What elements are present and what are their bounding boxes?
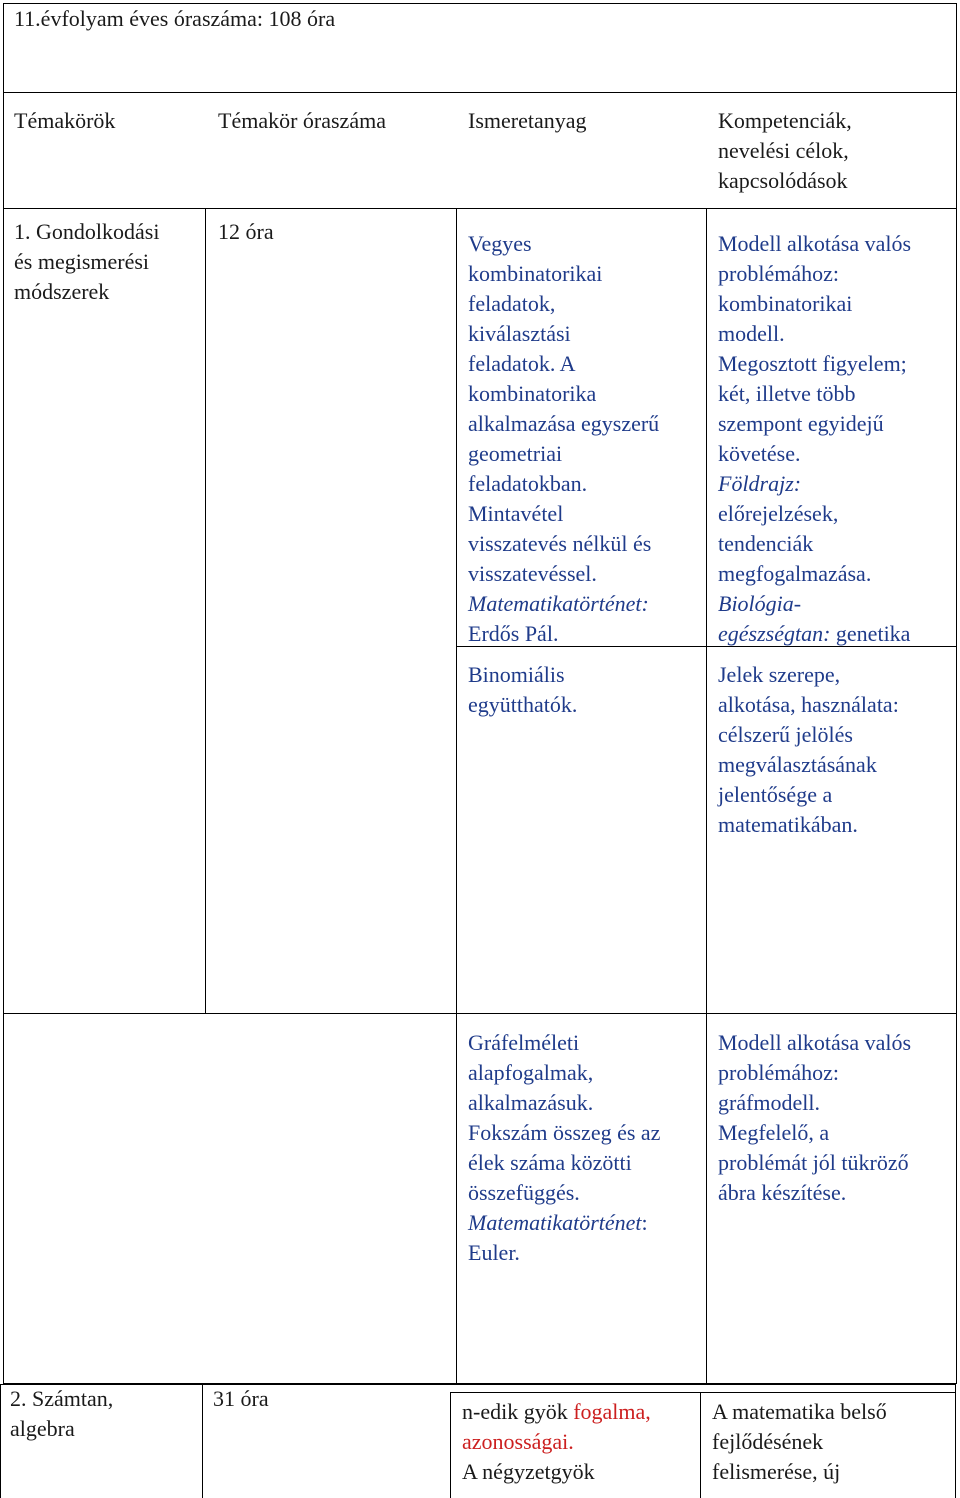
- competence-line: megfogalmazása.: [718, 561, 872, 586]
- content-line: együtthatók.: [468, 692, 578, 717]
- genetics-text: genetika: [835, 621, 911, 646]
- row3-content: [468, 1028, 660, 1268]
- competence-line: Modell alkotása valós: [718, 1030, 912, 1055]
- competence-line: Megfelelő, a: [718, 1120, 830, 1145]
- content-line: Erdős Pál.: [468, 621, 559, 646]
- section2-border-top: [0, 1384, 956, 1385]
- column-header-content: Ismeretanyag: [468, 108, 587, 133]
- topic-2-line: 2. Számtan,: [10, 1386, 114, 1411]
- competence-line: célszerű jelölés: [718, 722, 853, 747]
- col-divider-2: [456, 208, 457, 1383]
- content-line: kombinatorika: [468, 381, 597, 406]
- topic-1-line: és megismerési: [14, 249, 150, 274]
- competence-line: követése.: [718, 441, 801, 466]
- col-divider-1: [205, 208, 206, 1013]
- history-colon: :: [641, 1210, 648, 1235]
- topic-2: [10, 1384, 113, 1444]
- content-line-history: Matematikatörténet:: [468, 591, 649, 616]
- section2-content: [462, 1397, 651, 1487]
- competence-line: fejlődésének: [712, 1429, 824, 1454]
- section2-col-divider-2: [450, 1392, 451, 1498]
- competence-line: előrejelzések,: [718, 501, 839, 526]
- content-line: [462, 1397, 651, 1427]
- section2-border-left: [0, 1384, 1, 1498]
- table-border-right: [956, 3, 957, 1383]
- competence-line: jelentősége a: [718, 782, 833, 807]
- competence-line: problémához:: [718, 1060, 839, 1085]
- row1-competence: [718, 229, 911, 649]
- topic-1-line: módszerek: [14, 279, 110, 304]
- column-header-competences-line: nevelési célok,: [718, 138, 849, 163]
- row2-competence: [718, 660, 899, 840]
- topic-1-hours: 12 óra: [218, 219, 274, 244]
- competence-line-geography: Földrajz:: [718, 471, 802, 496]
- competence-line-genetics: [718, 619, 911, 649]
- content-line: feladatok. A: [468, 351, 576, 376]
- competence-line: Jelek szerepe,: [718, 662, 841, 687]
- competence-line: problémát jól tükröző: [718, 1150, 909, 1175]
- competence-line: két, illetve több: [718, 381, 856, 406]
- content-line: visszatevés nélkül és: [468, 531, 652, 556]
- section2-col-divider-1: [202, 1384, 203, 1498]
- page-title: 11.évfolyam éves óraszáma: 108 óra: [14, 6, 336, 31]
- row1-content: [468, 229, 659, 649]
- row-divider-graph: [3, 1013, 957, 1014]
- topic-2-hours: 31 óra: [213, 1386, 269, 1411]
- topic-2-line: algebra: [10, 1416, 75, 1441]
- competence-line: A matematika belső: [712, 1399, 887, 1424]
- content-line: Vegyes: [468, 231, 532, 256]
- row2-content: [468, 660, 577, 720]
- content-line: alkalmazásuk.: [468, 1090, 594, 1115]
- competence-line-biology: Biológia-: [718, 591, 802, 616]
- column-header-competences-line: kapcsolódások: [718, 168, 848, 193]
- column-header-competences: [718, 106, 852, 196]
- content-line: geometriai: [468, 441, 563, 466]
- history-subject: Matematikatörténet: [468, 1210, 642, 1235]
- column-header-divider: [3, 208, 957, 209]
- content-line-history: [468, 1208, 660, 1238]
- topic-1-line: 1. Gondolkodási: [14, 219, 160, 244]
- content-line: kiválasztási: [468, 321, 571, 346]
- content-line: A négyzetgyök: [462, 1459, 595, 1484]
- competence-line: megválasztásának: [718, 752, 877, 777]
- identities-highlight: azonosságai.: [462, 1429, 574, 1454]
- nth-root-text: n-edik gyök: [462, 1399, 574, 1424]
- section2-border-right: [955, 1384, 956, 1498]
- competence-line: modell.: [718, 321, 785, 346]
- biology-subject: egészségtan:: [718, 621, 831, 646]
- competence-line: problémához:: [718, 261, 839, 286]
- competence-line: tendenciák: [718, 531, 814, 556]
- competence-line: Megosztott figyelem;: [718, 351, 907, 376]
- content-line: feladatokban.: [468, 471, 588, 496]
- content-line: Fokszám összeg és az: [468, 1120, 661, 1145]
- competence-line: alkotása, használata:: [718, 692, 899, 717]
- col-divider-3: [706, 208, 707, 1383]
- concept-highlight: fogalma,: [573, 1399, 651, 1424]
- header-row-divider: [3, 92, 957, 93]
- table-border-left: [3, 3, 4, 1383]
- section2-col-divider-3: [700, 1392, 701, 1498]
- content-line: alapfogalmak,: [468, 1060, 594, 1085]
- row3-competence: [718, 1028, 911, 1208]
- competence-line: felismerése, új: [712, 1459, 841, 1484]
- competence-line: gráfmodell.: [718, 1090, 821, 1115]
- competence-line: ábra készítése.: [718, 1180, 847, 1205]
- section2-inner-top: [450, 1392, 956, 1393]
- content-line: Gráfelméleti: [468, 1030, 580, 1055]
- column-header-topics: Témakörök: [14, 108, 116, 133]
- content-line: Euler.: [468, 1240, 520, 1265]
- content-line: összefüggés.: [468, 1180, 580, 1205]
- content-line: élek száma közötti: [468, 1150, 632, 1175]
- column-header-competences-line: Kompetenciák,: [718, 108, 852, 133]
- competence-line: Modell alkotása valós: [718, 231, 912, 256]
- content-line: feladatok,: [468, 291, 556, 316]
- column-header-hours: Témakör óraszáma: [218, 108, 386, 133]
- content-line: kombinatorikai: [468, 261, 603, 286]
- section2-competence: [712, 1397, 887, 1487]
- content-line: visszatevéssel.: [468, 561, 597, 586]
- competence-line: kombinatorikai: [718, 291, 853, 316]
- content-line: Mintavétel: [468, 501, 564, 526]
- competence-line: matematikában.: [718, 812, 858, 837]
- topic-1: [14, 217, 159, 307]
- competence-line: szempont egyidejű: [718, 411, 884, 436]
- content-line: Binomiális: [468, 662, 565, 687]
- content-line: alkalmazása egyszerű: [468, 411, 660, 436]
